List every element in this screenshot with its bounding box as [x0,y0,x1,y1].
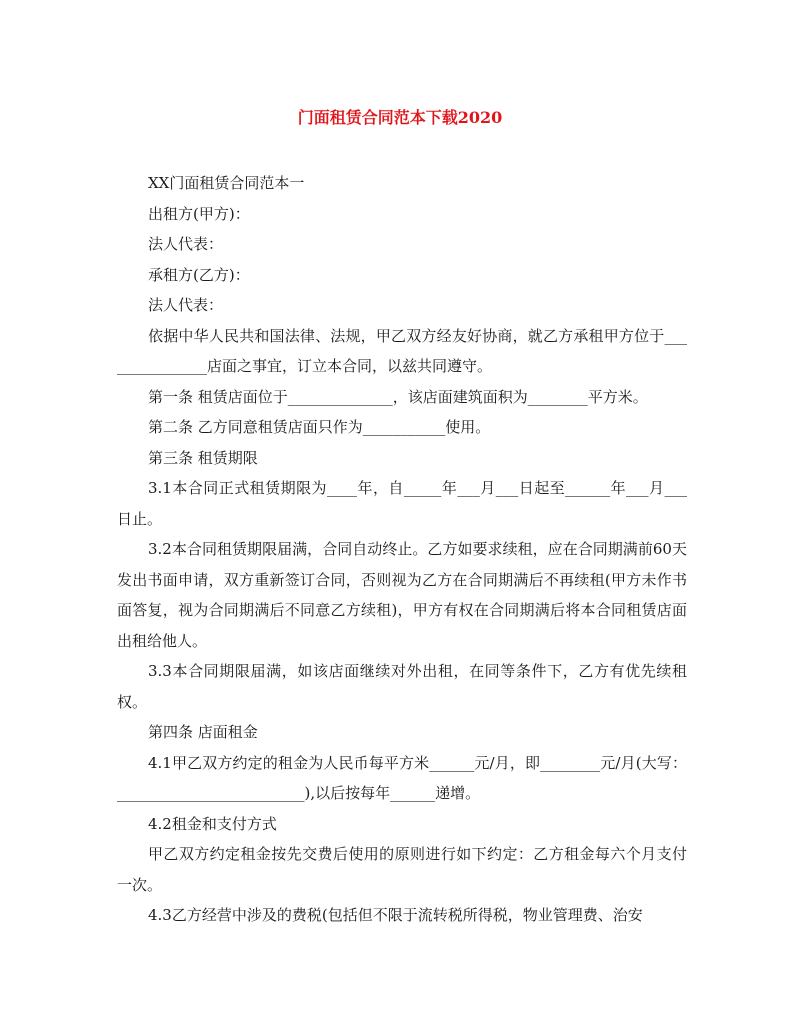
preamble-paragraph: 依据中华人民共和国法律、法规，甲乙双方经友好协商，就乙方承租甲方位于_______________店面之事宜，订立本合同，以兹共同遵守。 [117,326,687,375]
payment-method-paragraph: 甲乙双方约定租金按先交费后使用的原则进行如下约定：乙方租金每六个月支付一次。 [117,845,687,894]
document-body [117,168,687,931]
clause-3-2-paragraph: 3.2本合同租赁期限届满，合同自动终止。乙方如要求续租，应在合同期满前60天发出书面申请，双方重新签订合同，否则视为乙方在合同期满后不再续租(甲方未作书面答复，视为合同期满后不同意乙方续租)，甲方有权在合同期满后将本合同租赁店面出租给他人。 [117,540,687,650]
article-4-heading: 第四条 店面租金 [148,723,258,741]
clause-3-1-paragraph: 3.1本合同正式租赁期限为____年，自_____年___月___日起至______年___月___日止。 [117,479,687,528]
clause-4-3-paragraph: 4.3乙方经营中涉及的费税(包括但不限于流转税所得税，物业管理费、治安 [148,906,643,924]
contract-heading: XX门面租赁合同范本一 [148,174,305,192]
article-2-paragraph: 第二条 乙方同意租赁店面只作为___________使用。 [148,418,491,436]
clause-3-3-paragraph: 3.3本合同期限届满，如该店面继续对外出租，在同等条件下，乙方有优先续租权。 [117,662,687,711]
lessee-line: 承租方(乙方)： [148,265,250,284]
article-3-heading: 第三条 租赁期限 [148,448,258,467]
lessor-line: 出租方(甲方)： [148,204,250,223]
lessee-representative-line: 法人代表： [148,296,224,314]
article-1-paragraph: 第一条 租赁店面位于______________，该店面建筑面积为________平方米。 [148,387,648,406]
lessor-representative-line: 法人代表： [148,235,224,253]
clause-4-2-heading: 4.2租金和支付方式 [148,814,277,833]
clause-4-1-paragraph: 4.1甲乙双方约定的租金为人民币每平方米______元/月，即________元/月(大写：_________________________),以后按每年______递增。 [117,753,687,802]
document-title: 门面租赁合同范本下载2020 [297,108,503,127]
